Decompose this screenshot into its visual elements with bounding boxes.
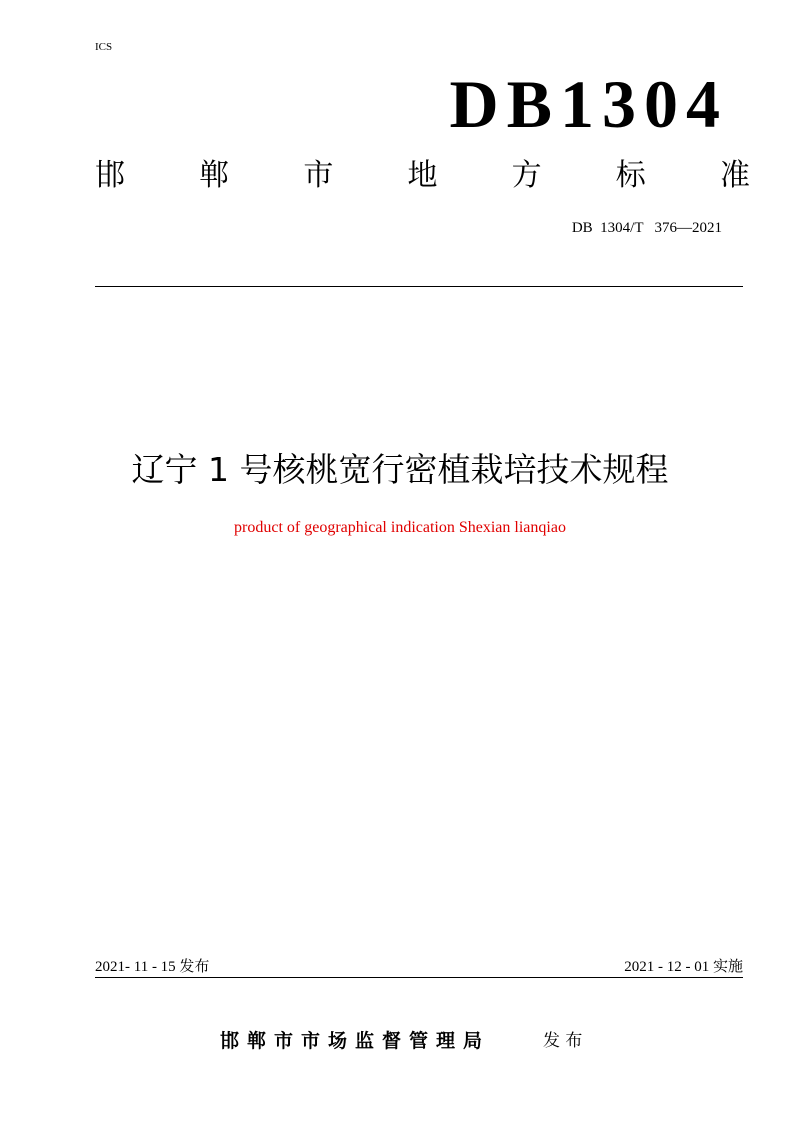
standard-code: DB1304 (449, 66, 728, 142)
standard-type-char: 准 (719, 158, 750, 193)
ics-label: ICS (95, 41, 113, 53)
standard-type-char: 郸 (199, 158, 230, 193)
header-divider (95, 286, 743, 287)
standard-type-char: 邯 (95, 158, 125, 193)
standard-type-char: 方 (511, 158, 542, 193)
english-subtitle: product of geographical indication Shexian lianqiao (234, 519, 566, 536)
standard-type-char: 地 (407, 158, 438, 193)
standard-number: DB 1304/T 376—2021 (571, 220, 722, 236)
dates-row (95, 958, 743, 978)
publish-date: 2021- 11 - 15 发布 (95, 959, 210, 975)
document-title: 辽宁 1 号核桃宽行密植栽培技术规程 (131, 450, 669, 489)
implement-date: 2021 - 12 - 01 实施 (624, 959, 743, 975)
standard-type-char: 标 (615, 158, 646, 193)
standard-type-heading (95, 158, 750, 194)
standard-type-char: 市 (303, 158, 334, 193)
issuing-authority: 邯郸市市场监督管理局 (220, 1030, 491, 1052)
issue-action: 发 布 (543, 1031, 583, 1051)
